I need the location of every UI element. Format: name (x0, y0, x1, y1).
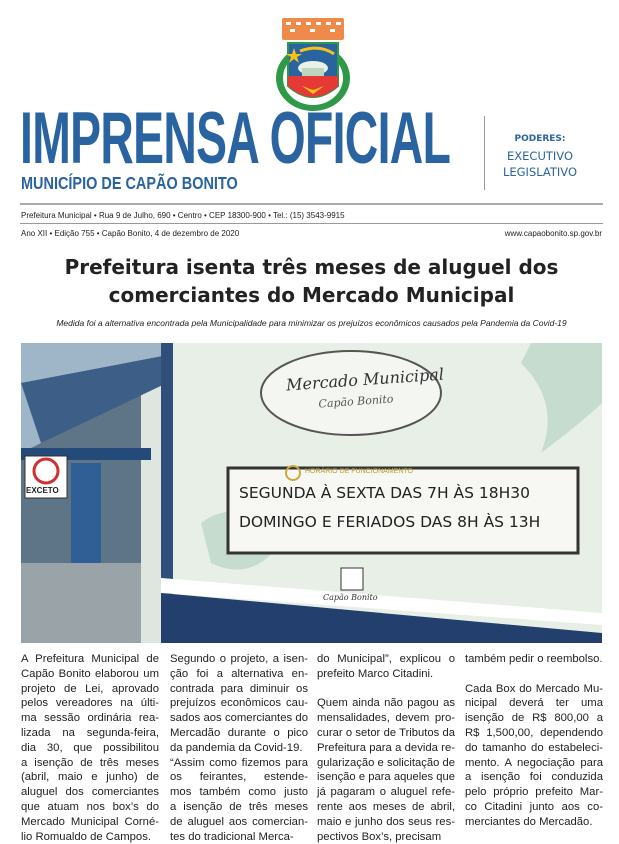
article-title-line: comerciantes do Mercado Municipal (108, 283, 515, 307)
article-line: dia 30, que possibilitou (21, 741, 159, 754)
article-line: nicipal deverá ter uma (465, 697, 603, 710)
masthead-title: IMPRENSA OFICIAL (20, 96, 451, 179)
article-line: contrada para diminuir os (170, 682, 308, 695)
article-line: gularização e solicitação de (317, 756, 455, 769)
powers-label: PODERES: (514, 134, 566, 144)
article-line: mento. A negociação para (465, 756, 603, 769)
article-line: de aluguel aos comercian- (170, 815, 308, 828)
article-line: pelos vereadores na últi- (21, 697, 159, 710)
edition-line: Ano XII • Edição 755 • Capão Bonito, 4 de dezembro de 2020 (21, 229, 240, 238)
article-line: os feirantes, estende- (170, 771, 308, 784)
article-column-4 (465, 652, 603, 830)
article-line: curar o setor de Tributos da (317, 726, 455, 739)
article-line: Prefeitura para a devida re- (317, 741, 455, 754)
masthead-divider (484, 116, 485, 190)
article-line: mensalidades, devem pro- (317, 712, 455, 725)
hours-weekdays: SEGUNDA À SEXTA DAS 7H ÀS 18H30 (239, 484, 531, 502)
article-line: a isenção de três meses (170, 800, 308, 813)
article-line: lizada na segunda-feira, (21, 726, 159, 739)
article-line: Mercadão durante o pico (170, 726, 308, 739)
power-executive: EXECUTIVO (507, 149, 573, 163)
article-column-3 (317, 652, 455, 844)
paragraph-gap (465, 667, 603, 682)
article-line: lio Romualdo de Campos. (21, 830, 151, 843)
article-line: prefeito Marco Citadini. (317, 667, 434, 680)
article-line: a isenção foi conduzida (465, 771, 603, 784)
masthead-subtitle: MUNICÍPIO DE CAPÃO BONITO (21, 173, 238, 193)
market-photo (21, 343, 602, 643)
header-rule (20, 203, 603, 205)
article-line: Mercado Municipal Corné- (21, 815, 159, 828)
article-column-2 (170, 652, 308, 844)
article-line: rente aos meses de abril, (317, 800, 455, 813)
article-line: do Municipal”, explicou o (317, 653, 455, 665)
power-legislative: LEGISLATIVO (502, 165, 578, 179)
article-line: sados aos comerciantes do (170, 712, 308, 725)
website-link[interactable]: www.capaobonito.sp.gov.br (504, 229, 602, 238)
article-line: a isenção de três meses (21, 756, 159, 769)
article-line: maio e junho dos seus res- (317, 815, 455, 828)
article-line: isenção de R$ 800,00 a (465, 712, 603, 725)
article-line: isenção e para aqueles que (317, 771, 455, 784)
article-line: tes do tradicional Merca- (170, 830, 294, 843)
article-line: mos também como justo (170, 786, 308, 799)
article-line: R$ 1,500,00, dependendo (465, 726, 603, 739)
article-line: A Prefeitura Municipal de (21, 653, 159, 665)
article-line: prejuízos econômicos cau- (170, 697, 308, 710)
hours-label: HORÁRIO DE FUNCIONAMENTO (305, 468, 413, 475)
address-rule (20, 223, 603, 224)
article-line: que atuam nos box’s do (21, 800, 159, 813)
article-line: (abril, maio e junho) de (21, 771, 159, 784)
article-line: Capão Bonito elaborou um (21, 667, 159, 680)
article-line: também pedir o reembolso. (465, 653, 603, 665)
paragraph-gap (317, 682, 455, 697)
article-line: da pandemia da Covid-19. (170, 741, 303, 754)
article-title (20, 253, 603, 309)
article-lead: Medida foi a alternativa encontrada pela Municipalidade para minimizar os prejuízos econômicos causados pela Pandemia da Covid-19 (56, 318, 567, 328)
article-line: aluguel dos comerciantes (21, 786, 159, 799)
hours-weekend: DOMINGO E FERIADOS DAS 8H ÀS 13H (239, 513, 541, 531)
traffic-sign-text: EXCETO (26, 486, 59, 495)
article-line: do tamanho do estabeleci- (465, 741, 603, 754)
article-line: co Citadini junto aos co- (465, 800, 603, 813)
address-line: Prefeitura Municipal • Rua 9 de Julho, 690 • Centro • CEP 18300-900 • Tel.: (15) 3543-9915 (21, 211, 345, 220)
article-line: ma sessão ordinária rea- (21, 712, 159, 725)
sign-subtitle: Capão Bonito (318, 392, 394, 411)
article-line: ção foi a alternativa en- (170, 667, 308, 680)
sign-title: Mercado Municipal (285, 364, 445, 395)
article-line: Cada Box do Mercado Mu- (465, 682, 603, 695)
article-line: Quem ainda não pagou as (317, 697, 455, 710)
article-line: merciantes do Mercadão. (465, 815, 593, 828)
article-line: pelo próprio prefeito Mar- (465, 786, 603, 799)
powers-box (495, 134, 585, 180)
article-line: “Assim como fizemos para (170, 756, 308, 769)
article-column-1 (21, 652, 159, 844)
article-line: pectivos Box’s, precisam (317, 830, 442, 843)
article-title-line: Prefeitura isenta três meses de aluguel dos (64, 255, 559, 279)
article-line: já pagaram o aluguel refe- (317, 786, 455, 799)
article-line: projeto de Lei, aprovado (21, 682, 159, 695)
seal-text: Capão Bonito (323, 593, 378, 602)
article-line: Segundo o projeto, a isen- (170, 653, 308, 665)
